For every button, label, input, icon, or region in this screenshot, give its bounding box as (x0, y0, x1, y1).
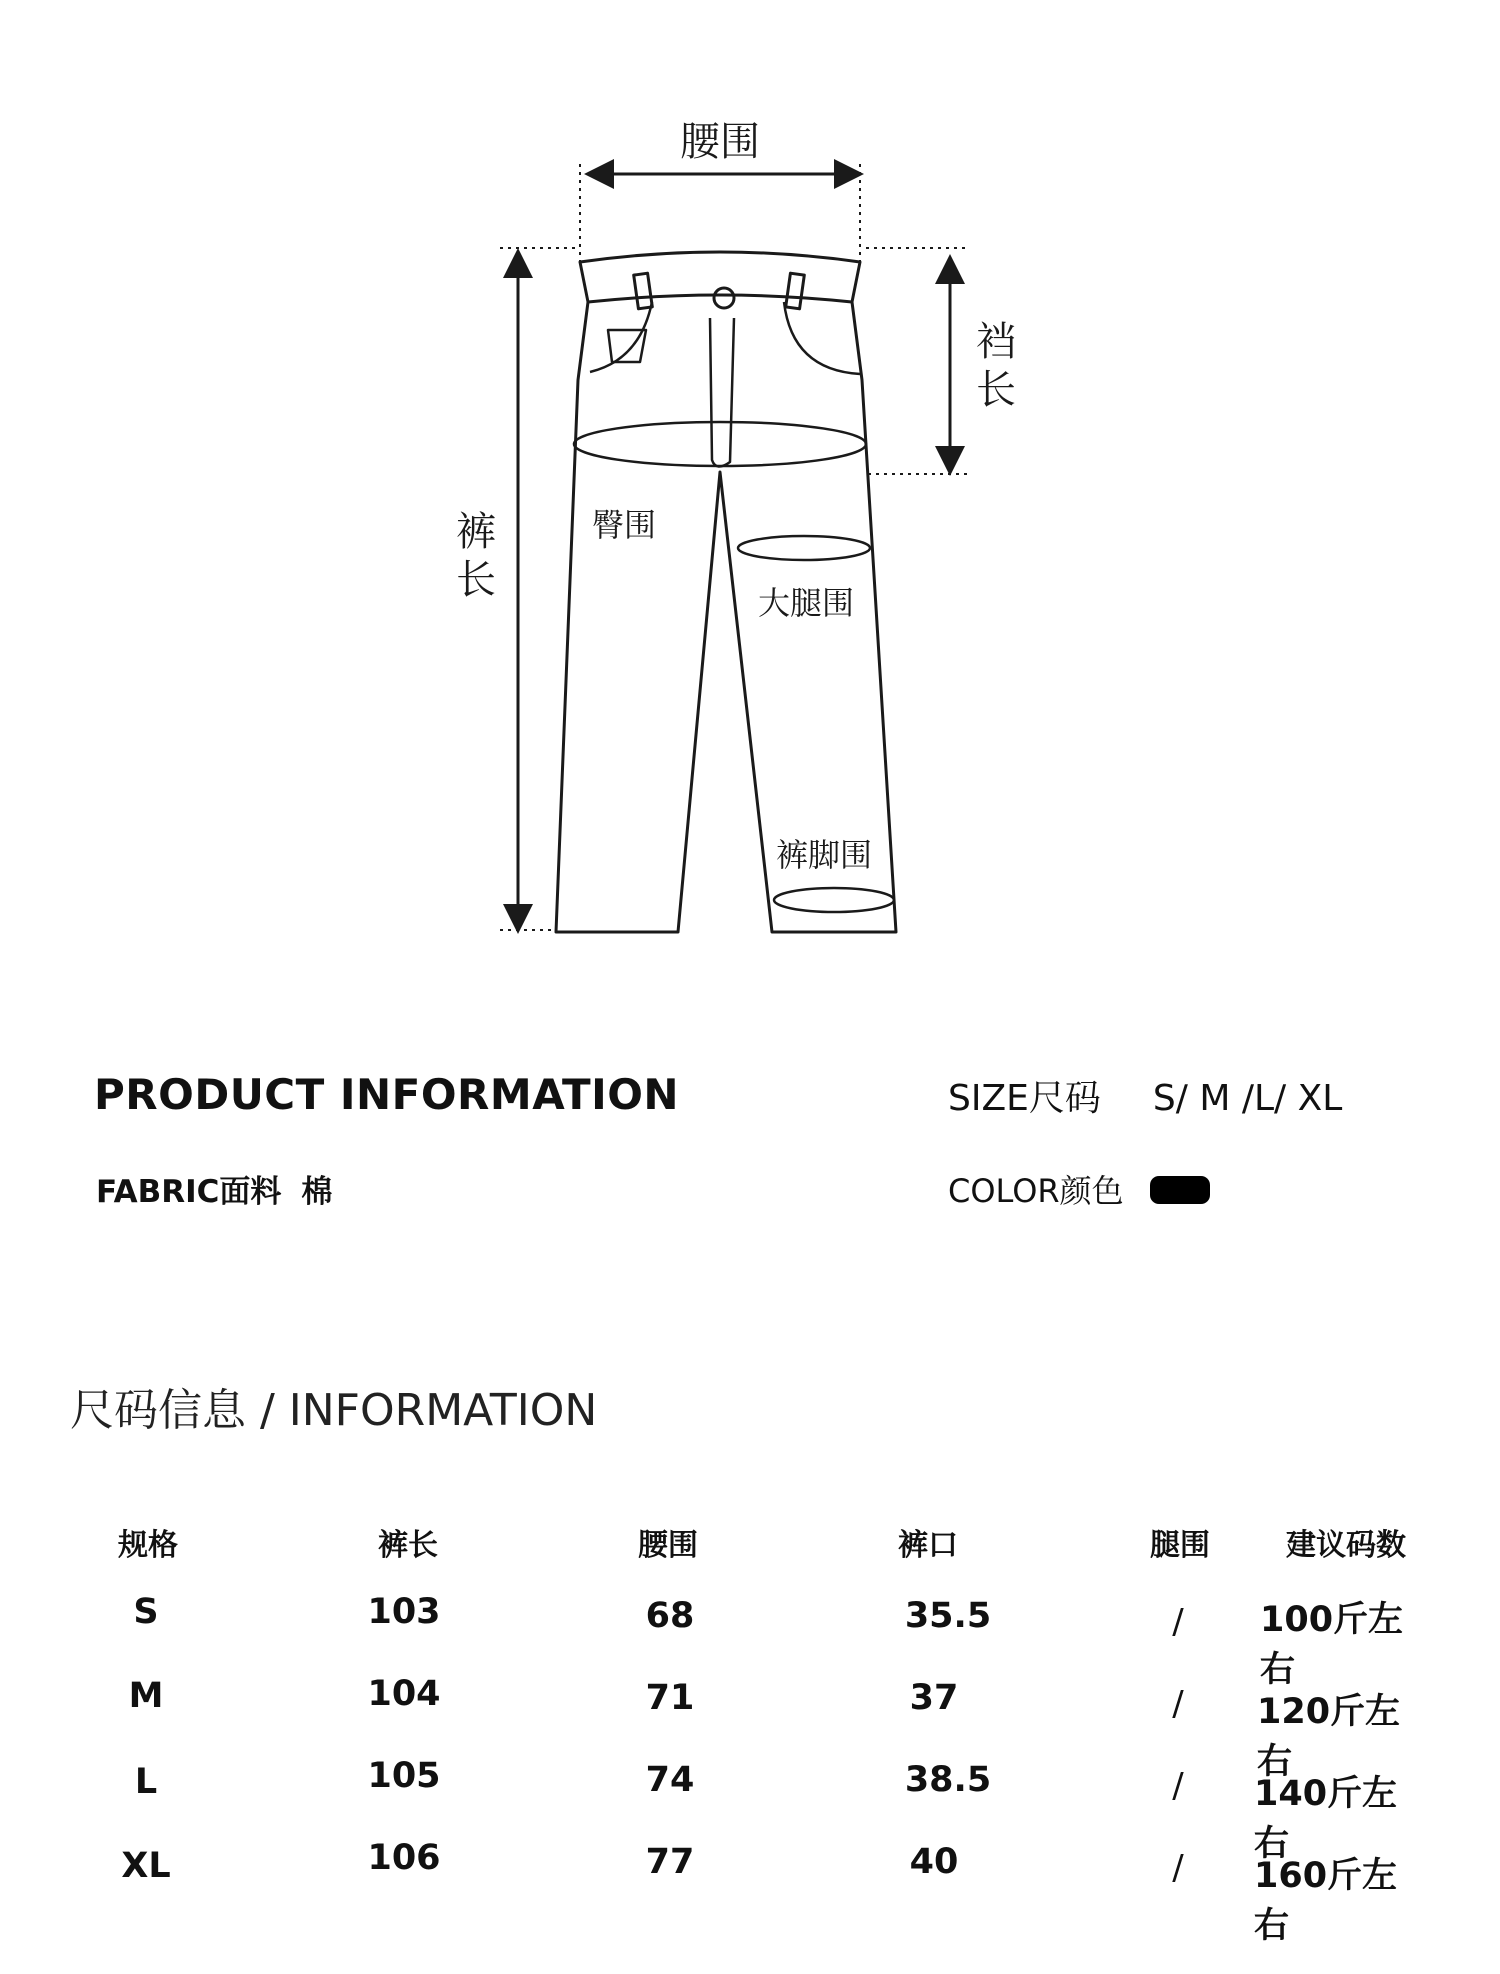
fabric-label: FABRIC面料 (96, 1174, 282, 1210)
table-cell: 140斤左右 (1254, 1774, 1398, 1864)
hip-label: 臀围 (592, 506, 657, 544)
size-value: S/ M /L/ XL (1152, 1078, 1343, 1119)
header-leg: 腿围 (1150, 1528, 1210, 1563)
table-cell: 160斤左右 (1254, 1856, 1398, 1946)
color-label: COLOR颜色 (948, 1172, 1124, 1210)
thigh-ellipse (738, 536, 870, 560)
color-swatch (1150, 1176, 1210, 1204)
belt-loop-right (786, 273, 805, 309)
table-cell: / (1172, 1684, 1184, 1724)
hip-ellipse (574, 422, 866, 466)
thigh-label: 大腿围 (758, 584, 855, 622)
table-cell: 37 (909, 1678, 959, 1718)
size-row (948, 1070, 1342, 1121)
table-cell: 38.5 (904, 1760, 992, 1800)
color-row (948, 1166, 1210, 1212)
size-info-title: 尺码信息 / INFORMATION (70, 1385, 598, 1436)
table-cell: 120斤左右 (1257, 1692, 1401, 1782)
table-cell: 105 (367, 1756, 441, 1796)
leg-opening-label: 裤脚围 (776, 836, 873, 874)
table-cell: 104 (367, 1674, 441, 1714)
table-cell: M (128, 1676, 164, 1716)
fly (710, 318, 734, 467)
waistband (580, 252, 860, 302)
header-length: 裤长 (378, 1528, 438, 1563)
waist-label: 腰围 (680, 119, 760, 165)
table-cell: 71 (645, 1678, 695, 1718)
header-recommended: 建议码数 (1286, 1528, 1406, 1563)
belt-loop-left (634, 273, 653, 309)
header-spec: 规格 (118, 1528, 178, 1563)
table-cell: 106 (367, 1838, 441, 1878)
rise-label: 裆长 (976, 319, 1016, 413)
table-cell: 40 (909, 1842, 959, 1882)
fabric-row (96, 1166, 332, 1211)
pocket-right (784, 302, 860, 374)
table-cell: 68 (645, 1596, 695, 1636)
table-cell: 103 (367, 1592, 441, 1632)
table-cell: / (1172, 1848, 1184, 1888)
button (714, 288, 734, 308)
fabric-value: 棉 (301, 1174, 333, 1210)
table-cell: 35.5 (904, 1596, 992, 1636)
table-cell: L (134, 1762, 158, 1802)
size-label: SIZE尺码 (948, 1078, 1101, 1119)
table-cell: / (1172, 1602, 1184, 1642)
product-information-title: PRODUCT INFORMATION (94, 1070, 680, 1119)
header-waist: 腰围 (638, 1528, 698, 1563)
table-cell: S (133, 1592, 159, 1632)
table-cell: 77 (645, 1842, 695, 1882)
table-cell: 100斤左右 (1260, 1600, 1404, 1690)
table-cell: XL (121, 1846, 171, 1886)
length-label: 裤长 (456, 509, 496, 603)
leg-opening-ellipse (774, 888, 894, 912)
table-cell: 74 (645, 1760, 695, 1800)
table-cell: / (1172, 1766, 1184, 1806)
header-hem: 裤口 (898, 1528, 958, 1563)
